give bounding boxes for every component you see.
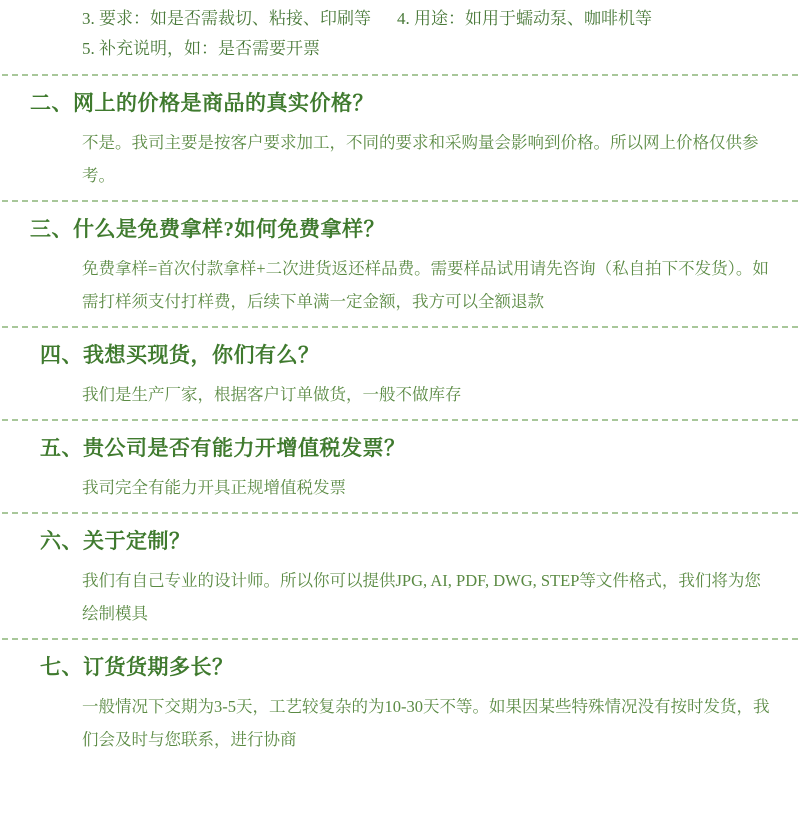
faq-item (0, 202, 800, 326)
faq-answer: 一般情况下交期为3-5天，工艺较复杂的为10-30天不等。如果因某些特殊情况没有按时发货，我们会及时与您联系，进行协商 (82, 697, 770, 749)
faq-item (0, 328, 800, 419)
faq-item (0, 514, 800, 638)
intro-block (0, 0, 800, 74)
intro-requirement-text: 3. 要求：如是否需裁切、粘接、印刷等 (82, 9, 371, 28)
intro-usage-text: 4. 用途：如用于蠕动泵、咖啡机等 (397, 9, 652, 28)
faq-question: 六、关于定制？ (40, 529, 191, 553)
faq-answer: 我司完全有能力开具正规增值税发票 (82, 478, 346, 497)
faq-question: 三、什么是免费拿样?如何免费拿样？ (30, 217, 385, 241)
faq-answer: 我们有自己专业的设计师。所以你可以提供JPG, AI, PDF, DWG, STEP等文件格式，我们将为您绘制模具 (82, 571, 761, 623)
faq-question: 四、我想买现货，你们有么？ (40, 343, 320, 367)
faq-question: 二、网上的价格是商品的真实价格？ (30, 91, 374, 115)
faq-answer: 不是。我司主要是按客户要求加工，不同的要求和采购量会影响到价格。所以网上价格仅供参考。 (82, 133, 759, 185)
faq-item (0, 421, 800, 512)
intro-line-2: 5. 补充说明，如：是否需要开票 (82, 39, 320, 58)
faq-item (0, 640, 800, 764)
faq-question: 五、贵公司是否有能力开增值税发票？ (40, 436, 406, 460)
intro-line-1 (0, 4, 800, 34)
faq-question: 七、订货货期多长？ (40, 655, 234, 679)
faq-answer: 我们是生产厂家，根据客户订单做货，一般不做库存 (82, 385, 462, 404)
faq-item (0, 76, 800, 200)
faq-answer: 免费拿样=首次付款拿样+二次进货返还样品费。需要样品试用请先咨询（私自拍下不发货）。如需打样须支付打样费，后续下单满一定金额，我方可以全额退款 (82, 259, 769, 311)
